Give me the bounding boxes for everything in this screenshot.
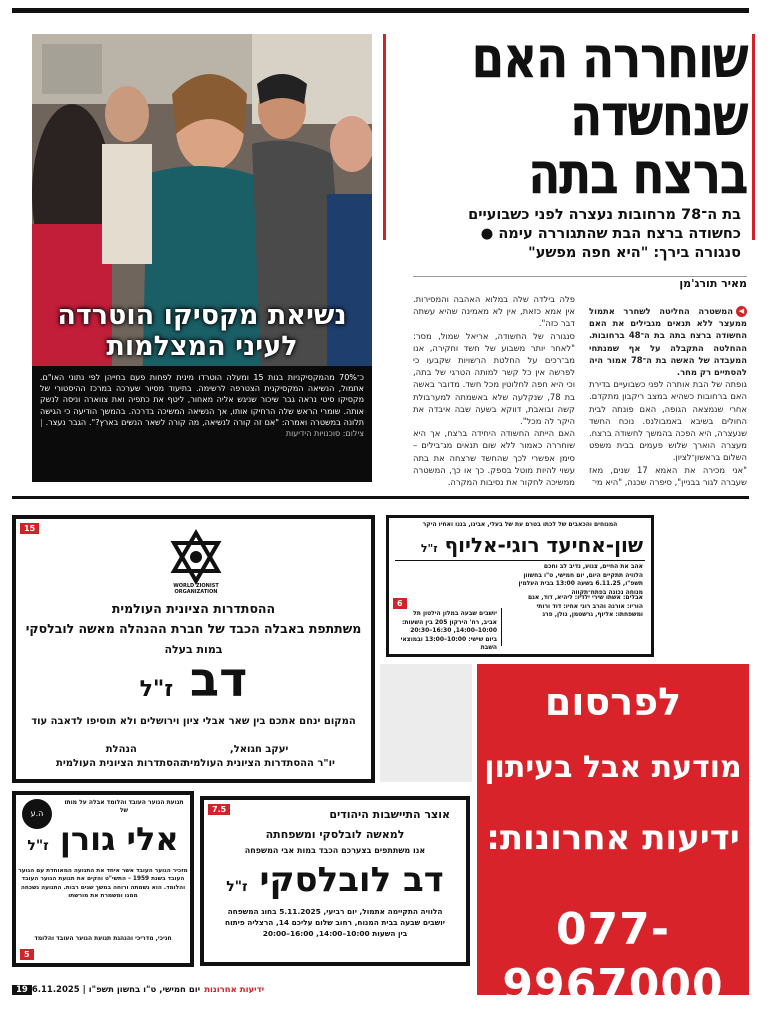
ad-header: אוצר התיישבות היהודים [329, 808, 450, 821]
wzo-logo-text: WORLD ZIONIST ORGANIZATION [173, 583, 219, 595]
ad-size-tag: 7.5 [208, 804, 230, 815]
ad-rule [501, 608, 502, 646]
ad-shiva: יושבים שבעה במלון הילטון תל אביב, רח' הירקון 205 בין השעות: 10:00–14:00, 16:30–20:30 ביום שישי: 10:00–13:00 ובמוצאי השבת [400, 610, 497, 652]
photo-headline-line: נשיאת מקסיקו הוטרדה [57, 300, 347, 331]
ad-line: המקום ינחם אתכם בין שאר אבלי ציון וירושלים ולא תוסיפו לדאבה עוד [31, 716, 356, 727]
deceased-name-text: דב לובלסקי [259, 860, 444, 900]
promo-ad [477, 664, 749, 1009]
ad-line: למאשה לובלסקי ומשפחתה [265, 828, 405, 841]
obituary-ad-goren [12, 791, 194, 967]
ad-line: משתתפת באבלה הכבד של חברת ההנהלה מאשה לובלסקי [25, 621, 362, 636]
photo-accent-bar [383, 34, 386, 240]
ad-size-tag: 15 [20, 523, 39, 534]
ad-details [204, 906, 466, 939]
youth-movement-logo-icon: ה.ע [22, 799, 52, 829]
promo-line: ידיעות אחרונות: [486, 818, 740, 858]
deceased-name [16, 651, 371, 719]
ad-signature: חניכי, מדריכי והנהגת תנועת הנוער העובד והלומד [34, 935, 172, 942]
blank-space [380, 664, 472, 782]
honorific-suffix: ז"ל [226, 879, 248, 895]
headline-line: ברצח בתה [528, 139, 747, 207]
signature-title: יו"ר ההסתדרות הציונית העולמית [183, 758, 335, 769]
byline: מאיר תורג'מן [679, 277, 747, 290]
ad-family: אבלים: אשתו שירי ילדיו: ליהיא, דוד, אגם הוריו: אורנה והרב רוני אחיו: דוד ורותי ומשפחתו: אליוף, גרשטמן, גולן, פרג [527, 594, 643, 619]
obituary-ad-shon [386, 515, 654, 657]
ad-hours: בין השעות 10:00–14:00, 16:00–20:00 [262, 929, 408, 938]
honorific-suffix: ז"ל [139, 677, 174, 702]
ad-sub: אהב את החיים, צנוע, נדיב לב וחכם [543, 563, 643, 570]
ad-line: תנועת הנוער העובד והלומד אבלה על מותו של [64, 799, 184, 814]
article-subhead [391, 206, 741, 263]
promo-line: לפרסום [544, 680, 682, 724]
headline-accent-bar [752, 34, 755, 240]
ad-line: ההסתדרות הציונית העולמית [111, 601, 276, 616]
ad-line: המנוחים והכאבים של לכתו בטרם עת של בעלי, אבינו, בננו ואחיו היקר [422, 521, 618, 528]
article-paragraph: גופתה של הבת אותרה לפני כשבועיים בדירת האם ברחובות כשהיא במצב ריקבון מתקדם. אחרי שנמצאה הגופה, האם פונתה לבית החולים בשיבא באמבולנס. נוכח החשד שנעצרה, היא הפכה בהמשך לחשודה ברצח. מעצרה הוארך שלוש פעמים בבית משפט השלום בראשון־לציון. [589, 379, 747, 463]
ad-signature [183, 743, 335, 771]
lead-bullet-icon: ◀ [736, 306, 747, 317]
subhead-line: בת ה־78 מרחובות נעצרה לפני כשבועיים [468, 207, 741, 223]
page-number: 19 [12, 985, 32, 995]
article-headline [464, 23, 747, 207]
page-footer [12, 985, 268, 999]
article-lead: המשטרה החליטה לשחרר אתמול ממעצר ללא תנאים מגבילים את האם החשודה ברצח בתה בת ה־48 ברחובות. ההחלטה התקבלה על אף שמנתחי המעבדה של האשה בת ה־78 אמור היה להסתיים רק מחר. [589, 306, 747, 378]
photo-caption-text: כ־70% מהמקסיקניות בנות 15 ומעלה הוטרדו מינית לפחות פעם בחייהן לפי נתוני האו"ם. אתמול, הנשיאה המקסיקנית הצטרפה לרשימה. בתיעוד מסיור שערכה במרכז ההיסטורי של מקסיקו סיטי נראה גבר שיכור שניגש אליה מאחור, ליטף את כתפיה ואת צווארה וניסה לנשק אותה. שומרי הראש שלה הרחיקו אותו, אך הנשיאה המשיכה בדרכה. בהמשך הודיעה כי הגישה תלונה במשטרה ואמרה: "אם זה קורה לנשיאה, מה קורה לשאר הנשים בארץ?". הגבר נעצר. [40, 373, 365, 427]
ad-line: אנו משתתפים בצערכם הכבד במות אבי המשפחה [244, 846, 426, 855]
ad-shiva: יושבים שבעה בבית המנוח, רחוב שלום עליכם 14, הרצליה פיתוח [225, 918, 445, 927]
signature-title: ההסתדרות הציונית העולמית [56, 758, 187, 769]
section-divider [12, 496, 749, 499]
article-paragraph: "אני מכירה את האמא 17 שנים, מאז שעברה לגור בבניין", סיפרה שכנה, "היא מי־ [589, 464, 747, 487]
ad-rule [395, 560, 645, 561]
headline-line: שוחררה האם [471, 23, 747, 91]
signature-name: הנהלת [105, 744, 137, 755]
ad-size-tag: 6 [393, 598, 407, 609]
footer-date: יום חמישי, ט"ו בחשון תשפ"ו | 6.11.2025 [31, 985, 201, 995]
ad-line: במות בעלה [164, 643, 223, 656]
obituary-ad-lubelski [200, 796, 470, 966]
top-rule [12, 8, 749, 13]
subhead-line: סנגורה בירך: "היא חפה מפשע" [528, 245, 741, 261]
wzo-logo-icon [168, 529, 224, 585]
deceased-name-text: שון-אחיעד רוגי-אליוף [444, 533, 643, 557]
promo-line: מודעת אבל בעיתון [484, 750, 742, 785]
footer-brand: ידיעות אחרונות [204, 985, 265, 995]
deceased-name-text: אלי גורן [59, 820, 179, 858]
deceased-name [16, 817, 190, 868]
headline-line: שנחשדה [569, 81, 747, 149]
article-paragraph: סנגורה של החשודה, אריאל שמול, מסר: "לאחר יותר משבוע של חשד וחקירה, אנו מב־רכים על החלטת הרשויות שקבעו כי לפרשה אין כל קשר למותה הטרגי של בתה, וכי היא חפה לחלוטין מכל חשד. מדובר באשה בת 78, שנקלעה שלא באשמתה למערבולת קשה ובואבת, דווקא בשעה שבה איבדה את היקר לה מכל". [413, 330, 575, 427]
photo-caption [32, 366, 372, 482]
article-column-right [589, 305, 747, 488]
ad-size-tag: 5 [20, 949, 34, 960]
photo-headline-line: לעיני המצלמות [106, 331, 298, 362]
ad-funeral: הלוויה התקיימה אתמול, יום רביעי, 5.11.2025 בחוג המשפחה [227, 907, 443, 916]
deceased-name [421, 533, 643, 557]
ad-line [513, 563, 643, 597]
photo-credit: | צילום: סוכנויות הידיעות [40, 417, 364, 439]
subhead-line: כחשודה ברצח הבת שהתגוררה עימה ● [480, 226, 741, 242]
ad-signature [56, 743, 187, 771]
honorific-suffix: ז"ל [27, 838, 49, 854]
promo-phone: 077-9967000 [502, 904, 724, 1009]
article-column-left [413, 293, 575, 488]
article-paragraph: האם הייתה החשודה היחידה ברצח, אך היא שוחררה כאמור ללא שום תנאים מג־בילים – סימן אפשרי לכך שהחשד שרצחה את בתה עשוי להיות מוטל בספק. כך או כך, המשטרה ממשיכה לחקור את נסיבות המקרה. [413, 428, 575, 488]
deceased-name [204, 858, 466, 909]
photo-headline [32, 300, 372, 366]
obituary-ad-wzo [12, 515, 375, 783]
signature-name: יעקב חגואל, [229, 744, 289, 755]
ad-body: מזכיר הנוער העובד אשר איחד את התנועה המאוחדת עם הנוער העובד בשנת 1959 – התשי"ט והקים את תנועת הנוער העובד והלומד. הוא נשמתה ורוחה במשך שנים רבות. התנועה נשכחה ממנו ומשמרת את מורשתו [18, 868, 188, 900]
honorific-suffix: ז"ל [420, 542, 438, 555]
deceased-name-text: דב [189, 652, 248, 708]
ad-funeral: הלוויה תתקיים היום, יום חמישי, ט"ו בחשוון תשפ"ו, 6.11.25 בשעה 13:00 בבית העלמין מנוחה נכונה בפתח־תקווה [518, 571, 643, 596]
article-paragraph: פלה בילדה שלה במלוא האהבה והמסירות. אין אמא כזאת, אין לא מאמינה שהיא עשתה דבר כזה". [413, 294, 575, 329]
